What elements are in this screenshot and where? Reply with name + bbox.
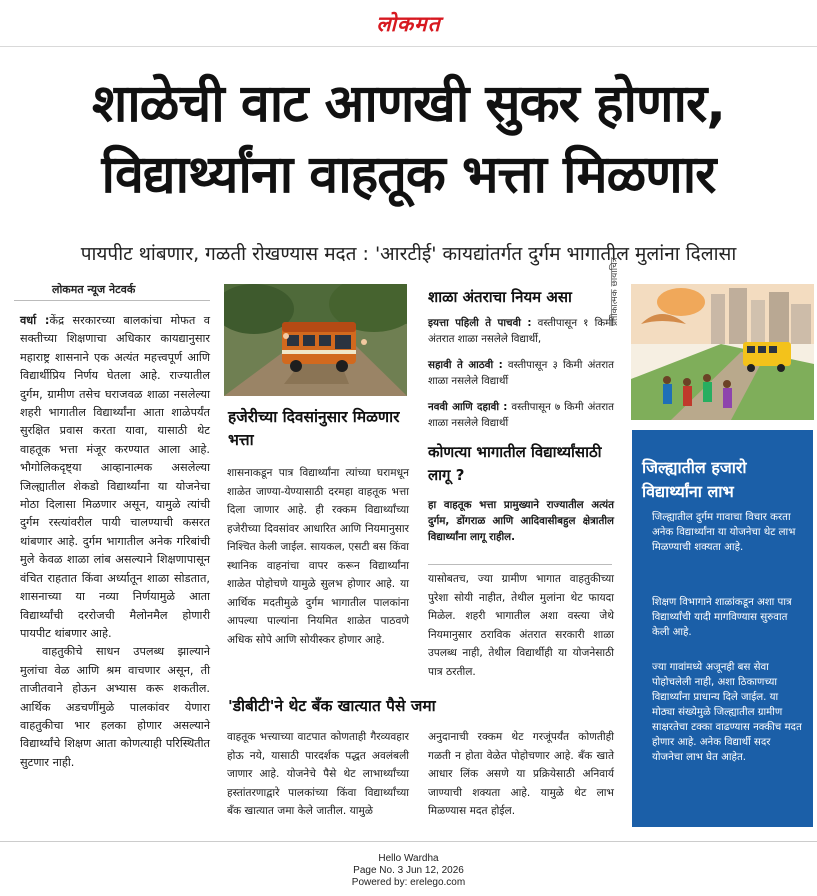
headline-line-2: विद्यार्थ्यांना वाहतूक भत्ता मिळणार (101, 145, 716, 205)
subheadline: पायपीट थांबणार, गळती रोखण्यास मदत : 'आरटीई' कायद्यांतर्गत दुर्गम भागातील मुलांना दिलासा (80, 243, 737, 265)
headline-line-1: शाळेची वाट आणखी सुकर होणार, (91, 74, 726, 134)
footer-page-date: Page No. 3 Jun 12, 2026 (353, 865, 464, 876)
dbt-body-left (227, 728, 409, 821)
bus-photo (224, 284, 407, 396)
dbt-heading: 'डीबीटी'ने थेट बँक खात्यात पैसे जमा (228, 697, 436, 715)
region-rule (428, 564, 612, 565)
attendance-heading: हजेरीच्या दिवसांनुसार मिळणार भत्ता (228, 408, 400, 449)
footer-rule (0, 841, 817, 842)
sidebar-box (632, 430, 813, 827)
column1-paragraph-2: वाहतुकीचे साधन उपलब्ध झाल्याने मुलांचा वेळ आणि श्रम वाचणार असून, ती ताजीतवाने होऊन अभ्यास करू शकतील. आर्थिक अडचणींमुळे पालकांवर येणारा वाहतुकीचा भार हलका होणार असल्याने विद्यार्थ्यांचे शिक्षण आता कोणत्याही परिस्थितीत सुटणार नाही. (20, 645, 210, 769)
distance-rule-item: नववी आणि दहावी : वस्तीपासून ७ किमी अंतरात शाळा नसलेले विद्यार्थी (428, 401, 614, 429)
school-children-illustration (631, 284, 814, 420)
region-body (428, 570, 614, 681)
dbt-paragraph-left: वाहतूक भत्त्याच्या वाटपात कोणताही गैरव्यवहार होऊ नये, यासाठी पारदर्शक पद्धत अवलंबली जाणार आहे. योजनेचे पैसे थेट लाभार्थ्यांच्या हस्तांतरणाद्वारे पालकांच्या किंवा विद्यार्थ्यांच्या बँक खात्यात जमा केले जातील. यामुळे (227, 731, 409, 817)
article-column-1 (20, 312, 210, 772)
distance-rule-item: सहावी ते आठवी : वस्तीपासून ३ किमी अंतरात शाळा नसलेले विद्यार्थी (428, 359, 614, 387)
distance-rule-heading: शाळा अंतराचा नियम असा (428, 288, 572, 306)
dbt-body-right (428, 728, 614, 821)
sidebar-item: जिल्ह्यातील दुर्गम गावाचा विचार करता अनेक विद्यार्थ्यांना या योजनेचा थेट लाभ मिळण्याची शक्यता आहे. (652, 512, 796, 553)
newspaper-logo[interactable]: लोकमत (376, 11, 441, 36)
attendance-body (227, 464, 409, 649)
column1-paragraph-1-text: केंद्र सरकारच्या बालकांचा मोफत व सक्तीच्या शिक्षणाचा अधिकार कायद्यानुसार महाराष्ट्र शासनाने एक अत्यंत महत्त्वपूर्ण आणि विद्यार्थीप्रिय निर्णय घेतला आहे. राज्यातील दुर्गम, ग्रामीण तसेच घराजवळ शाळा नसलेल्या शहरी भागातील विद्यार्थ्यांना आता शाळेपर्यंत सुरक्षित प्रवास करता यावा, यासाठी थेट वाहतूक भत्ता मंजूर करण्यात आला आहे. भौगोलिकदृष्ट्या आव्हानात्मक असलेल्या जिल्ह्यातील शेकडो विद्यार्थ्यांना या योजनेचा मोठा दिलासा मिळणार असून, यामुळे त्यांची दुर्गम रस्त्यांवरील पायी चालण्याची कसरत थांबणार आहे. दुर्गम भागातील अनेक गरिबांची मुले केवळ शाळा लांब असल्याने शिक्षणापासून वंचित राहतात किंवा अर्ध्यातून शाळा सोडतात, शासनाच्या या नव्या निर्णयामुळे आता विद्यार्थ्यांची दररोजची मैलोनमैल होणारी पायपीट थांबणार आहे. (20, 314, 210, 640)
image-credit: प्रतीकात्मक छायाचित्र (610, 257, 620, 326)
byline: लोकमत न्यूज नेटवर्क (52, 283, 136, 296)
sidebar-title: जिल्ह्यातील हजारो विद्यार्थ्यांना लाभ (642, 458, 747, 501)
region-heading: कोणत्या भागातील विद्यार्थ्यांसाठी लागू ? (428, 443, 602, 484)
byline-rule (14, 300, 210, 301)
sidebar-item: शिक्षण विभागाने शाळांकडून अशा पात्र विद्यार्थ्यांची यादी मागविण्यास सुरुवात केली आहे. (652, 597, 792, 638)
dbt-paragraph-right: अनुदानाची रक्कम थेट गरजूंपर्यंत कोणतीही गळती न होता वेळेत पोहोचणार आहे. बँक खाते आधार लिंक असणे या प्रक्रियेसाठी अनिवार्य जाण्याची शक्यता आहे. यामुळे थेट लाभ मिळण्यास मदत होईल. (428, 731, 614, 817)
attendance-paragraph: शासनाकडून पात्र विद्यार्थ्यांना त्यांच्या घरामधून शाळेत जाण्या-येण्यासाठी दरमहा वाहतूक भत्ता दिला जाणार आहे. ही रक्कम विद्यार्थ्यांच्या हजेरीच्या दिवसांवर आधारित आणि नियमानुसार निश्चित केली जाईल. सायकल, एसटी बस किंवा स्थानिक वाहनांचा वापर करून विद्यार्थ्यांना शाळेत पोहोचणे यामुळे सुलभ होणार आहे. या आर्थिक मदतीमुळे दुर्गम भागातील पालकांना आपल्या पाल्यांना नियमित शाळेत पाठवणे अधिक सोपे आणि सोयीस्कर होणार आहे. (227, 467, 409, 646)
masthead (0, 0, 817, 47)
dateline: वर्धा : (20, 314, 50, 327)
column1-paragraph-1 (20, 312, 210, 643)
region-lead (428, 497, 614, 545)
region-paragraph: यासोबतच, ज्या ग्रामीण भागात वाहतुकीच्या पुरेशा सोयी नाहीत, तेथील मुलांना थेट फायदा मिळेल. शहरी भागातील अशा वस्त्या जेथे नियमानुसार ठराविक अंतरात सरकारी शाळा उपलब्ध नाही, तेथील विद्यार्थीही या योजनेसाठी पात्र ठरतील. (428, 573, 614, 678)
distance-rule-item: इयत्ता पहिली ते पाचवी : वस्तीपासून १ किमी अंतरात शाळा नसलेले विद्यार्थी, (428, 317, 614, 345)
sidebar-item: ज्या गावांमध्ये अजूनही बस सेवा पोहोचलेली नाही, अशा ठिकाणच्या विद्यार्थ्यांना प्राधान्य दिले जाईल. या मोठ्या संख्येमुळे जिल्ह्यातील ग्रामीण साक्षरतेचा टक्का वाढण्यास नक्कीच मदत होणार आहे. अनेक विद्यार्थी सदर योजनेचा लाभ घेत आहेत. (652, 662, 802, 763)
footer-powered-by[interactable]: Powered by: erelego.com (351, 877, 466, 888)
region-lead-paragraph: हा वाहतूक भत्ता प्रामुख्याने राज्यातील अत्यंत दुर्गम, डोंगराळ आणि आदिवासीबहुल क्षेत्रातील विद्यार्थ्यांना लागू राहील. (428, 499, 614, 543)
footer-edition: Hello Wardha (378, 853, 439, 864)
distance-rule-list (428, 315, 614, 431)
